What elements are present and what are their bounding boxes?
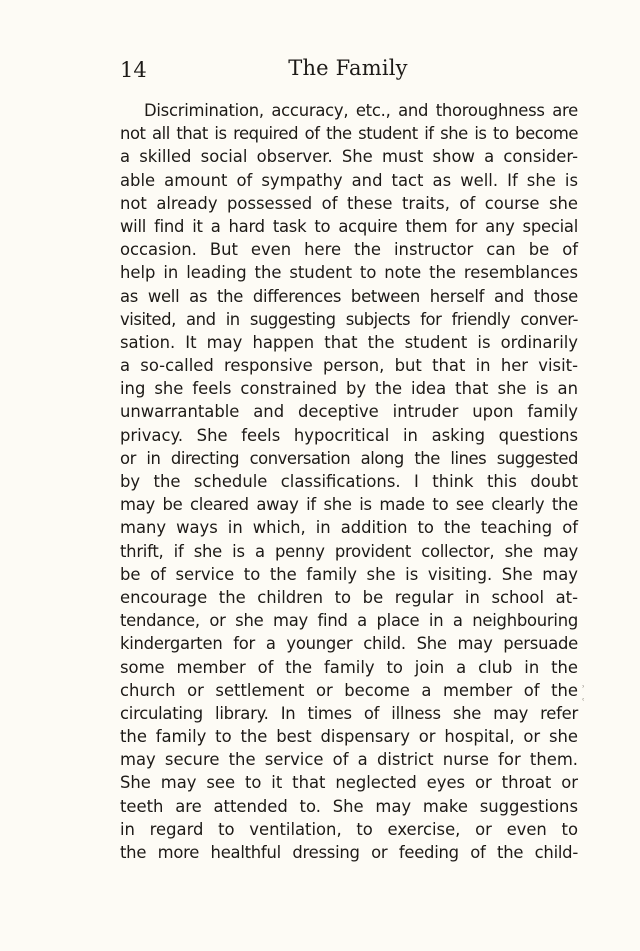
text-line: a skilled social observer. She must show a consider- (120, 147, 578, 167)
text-line: visited, and in suggesting subjects for friendly conver- (120, 309, 578, 329)
text-line: Discrimination, accuracy, etc., and thoroughness are (144, 101, 578, 120)
text-line: or in directing conversation along the lines suggested (120, 448, 578, 468)
text-line: teeth are attended to. She may make suggestions (120, 796, 578, 816)
text-line: ing she feels constrained by the idea that she is an (120, 379, 578, 399)
text-line: circulating library. In times of illness she may refer (120, 703, 578, 723)
text-line: sation. It may happen that the student is ordinarily (120, 332, 578, 352)
text-line: not all that is required of the student if she is to become (120, 124, 578, 144)
text-line: as well as the differences between herself and those (120, 286, 578, 306)
page-header (120, 56, 576, 86)
text-line: the family to the best dispensary or hospital, or she (120, 727, 578, 747)
body-text (120, 99, 578, 864)
text-line: will find it a hard task to acquire them for any special (120, 216, 578, 236)
margin-speck: ʾ (582, 685, 585, 695)
text-line: thrift, if she is a penny provident collector, she may (120, 541, 578, 561)
text-line: many ways in which, in addition to the teaching of (120, 518, 578, 538)
text-line: She may see to it that neglected eyes or throat or (120, 773, 578, 793)
text-line: may secure the service of a district nurse for them. (120, 750, 578, 770)
text-line: in regard to ventilation, to exercise, or even to (120, 819, 578, 839)
text-line: encourage the children to be regular in school at- (120, 587, 578, 607)
text-line: a so-called responsive person, but that in her visit- (120, 356, 578, 376)
text-line: able amount of sympathy and tact as well. If she is (120, 170, 578, 190)
margin-speck: ʿ (582, 698, 585, 708)
running-title: The Family (288, 56, 408, 80)
text-line: church or settlement or become a member of the (120, 680, 578, 700)
text-line: tendance, or she may find a place in a neighbouring (120, 611, 578, 631)
text-line: the more healthful dressing or feeding of the child- (120, 843, 578, 862)
text-line: some member of the family to join a club in the (120, 657, 578, 677)
text-line: kindergarten for a younger child. She may persuade (120, 634, 578, 654)
text-line: unwarrantable and deceptive intruder upon family (120, 402, 578, 422)
text-line: occasion. But even here the instructor can be of (120, 240, 578, 260)
text-line: help in leading the student to note the resemblances (120, 263, 578, 283)
text-line: privacy. She feels hypocritical in asking questions (120, 425, 578, 445)
text-line: by the schedule classifications. I think this doubt (120, 472, 578, 491)
text-line: not already possessed of these traits, of course she (120, 193, 578, 213)
page-number: 14 (120, 58, 147, 82)
text-line: be of service to the family she is visiting. She may (120, 564, 578, 584)
text-line: may be cleared away if she is made to see clearly the (120, 495, 578, 515)
